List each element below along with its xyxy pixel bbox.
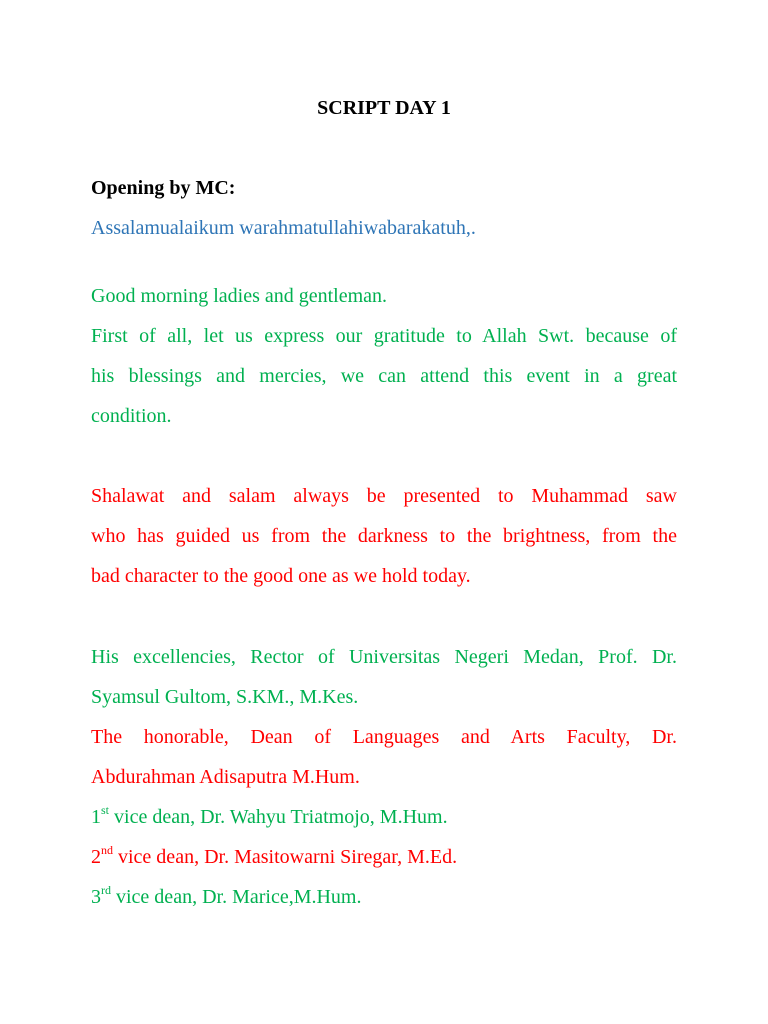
- dean-paragraph: [91, 717, 677, 797]
- vice-dean-1: [91, 797, 677, 837]
- vice-dean-1-number: 1: [91, 806, 101, 828]
- dean-line-1: The honorable, Dean of Languages and Arts Faculty, Dr.: [91, 726, 677, 748]
- vice-dean-3-line: [91, 877, 677, 917]
- vice-dean-3-ordinal: rd: [101, 883, 111, 898]
- morning-line-4: condition.: [91, 405, 172, 427]
- morning-line-3: his blessings and mercies, we can attend this event in a great: [91, 365, 677, 387]
- shalawat-line-1: Shalawat and salam always be presented to Muhammad saw: [91, 485, 677, 507]
- vice-dean-3-number: 3: [91, 886, 101, 908]
- vice-dean-2-number: 2: [91, 846, 101, 868]
- shalawat-paragraph: [91, 476, 677, 596]
- rector-paragraph: [91, 637, 677, 717]
- morning-line-1: Good morning ladies and gentleman.: [91, 285, 388, 307]
- shalawat-line-2: who has guided us from the darkness to the brightness, from the: [91, 525, 677, 547]
- greeting-line: Assalamualaikum warahmatullahiwabarakatuh,.: [91, 217, 476, 239]
- dean-line-2: Abdurahman Adisaputra M.Hum.: [91, 766, 360, 788]
- vice-dean-1-ordinal: st: [101, 803, 110, 818]
- shalawat-line-3: bad character to the good one as we hold today.: [91, 565, 471, 587]
- vice-dean-3-text: vice dean, Dr. Marice,M.Hum.: [111, 886, 362, 908]
- rector-line-1: His excellencies, Rector of Universitas Negeri Medan, Prof. Dr.: [91, 646, 677, 668]
- vice-dean-1-text: vice dean, Dr. Wahyu Triatmojo, M.Hum.: [109, 806, 448, 828]
- vice-dean-2-ordinal: nd: [101, 843, 113, 858]
- morning-line-2: First of all, let us express our gratitude to Allah Swt. because of: [91, 325, 677, 347]
- vice-dean-3: [91, 877, 677, 917]
- opening-heading: Opening by MC:: [91, 177, 236, 199]
- vice-dean-1-line: [91, 797, 677, 837]
- greeting-paragraph: [91, 208, 677, 248]
- vice-dean-2-text: vice dean, Dr. Masitowarni Siregar, M.Ed.: [113, 846, 458, 868]
- rector-line-2: Syamsul Gultom, S.KM., M.Kes.: [91, 686, 359, 708]
- vice-dean-2-line: [91, 837, 677, 877]
- morning-paragraph: [91, 276, 677, 436]
- document-title: SCRIPT DAY 1: [317, 97, 451, 119]
- vice-dean-2: [91, 837, 677, 877]
